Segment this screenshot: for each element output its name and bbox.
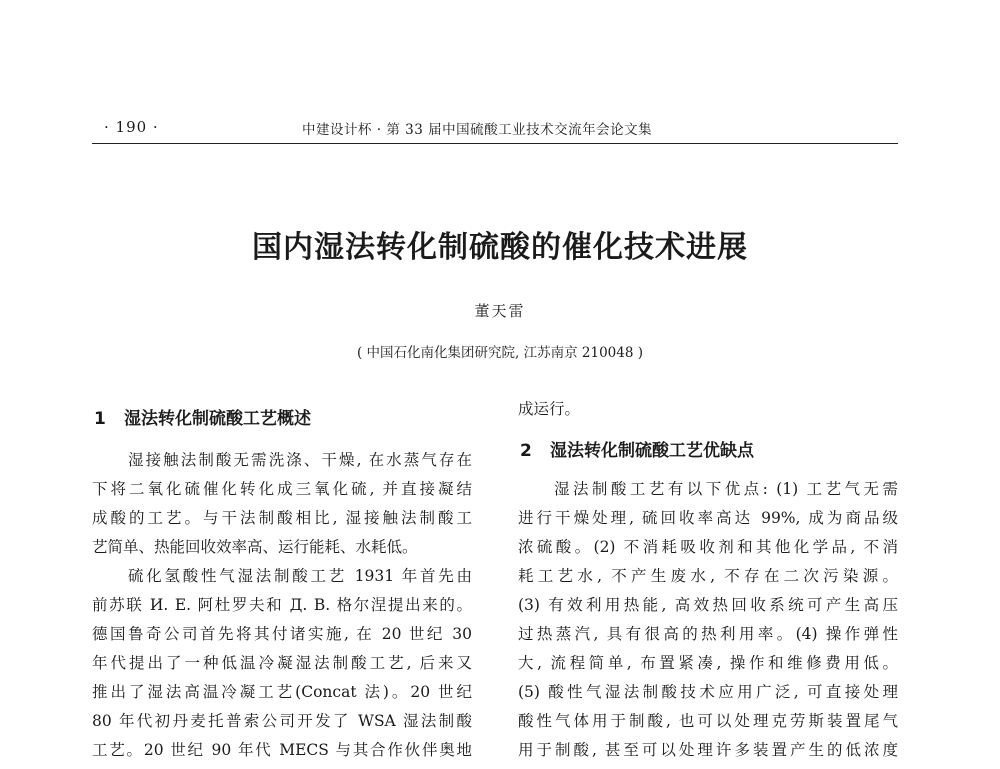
section-title: 湿法转化制硫酸工艺概述: [124, 409, 311, 429]
page-number: · 190 ·: [104, 118, 159, 136]
body-line: 德国鲁奇公司首先将其付诸实施, 在 20 世纪 30: [92, 625, 472, 643]
body-line: 工艺。20 世纪 90 年代 MECS 与其合作伙伴奥地: [92, 741, 472, 759]
body-line: 大, 流程简单, 布置紧凑, 操作和维修费用低。: [518, 654, 898, 672]
header-rule: [92, 143, 898, 144]
body-line: 用于制酸, 甚至可以处理许多装置产生的低浓度: [518, 741, 898, 759]
body-line: 酸性气体用于制酸, 也可以处理克劳斯装置尾气: [518, 712, 898, 730]
body-line: 艺简单、热能回收效率高、运行能耗、水耗低。: [92, 538, 418, 556]
body-line: 成酸的工艺。与干法制酸相比, 湿接触法制酸工: [92, 509, 472, 527]
body-line: 浓硫酸。(2) 不消耗吸收剂和其他化学品, 不消: [518, 538, 898, 556]
body-line: (3) 有效利用热能, 高效热回收系统可产生高压: [518, 596, 898, 614]
running-head-title: 中建设计杯 · 第 33 届中国硫酸工业技术交流年会论文集: [302, 122, 653, 138]
section-heading-1: [94, 404, 311, 429]
running-header: [92, 118, 898, 144]
body-line: 硫化氢酸性气湿法制酸工艺 1931 年首先由: [128, 567, 472, 585]
section-title: 湿法转化制硫酸工艺优缺点: [550, 441, 754, 461]
body-line: 湿法制酸工艺有以下优点: (1) 工艺气无需: [554, 480, 898, 498]
body-line: 成运行。: [518, 400, 581, 418]
section-number: 1: [94, 409, 106, 429]
body-line: (5) 酸性气湿法制酸技术应用广泛, 可直接处理: [518, 683, 898, 701]
author-name: 董天雷: [474, 302, 526, 320]
body-line: 推出了湿法高温冷凝工艺(Concat 法)。20 世纪: [92, 683, 472, 701]
author-affiliation: ( 中国石化南化集团研究院, 江苏南京 210048 ): [356, 345, 644, 361]
section-heading-2: [520, 436, 754, 461]
body-line: 过热蒸汽, 具有很高的热利用率。(4) 操作弹性: [518, 625, 898, 643]
body-line: 前苏联 И. Е. 阿杜罗夫和 Д. В. 格尔涅提出来的。: [92, 596, 472, 614]
body-line: 年代提出了一种低温冷凝湿法制酸工艺, 后来又: [92, 654, 472, 672]
body-line: 进行干燥处理, 硫回收率高达 99%, 成为商品级: [518, 509, 898, 527]
body-line: 湿接触法制酸无需洗涤、干燥, 在水蒸气存在: [128, 451, 472, 469]
body-line: 下将二氧化硫催化转化成三氧化硫, 并直接凝结: [92, 480, 472, 498]
article-title: 国内湿法转化制硫酸的催化技术进展: [252, 230, 748, 265]
body-line: 耗工艺水, 不产生废水, 不存在二次污染源。: [518, 567, 898, 585]
body-line: 80 年代初丹麦托普索公司开发了 WSA 湿法制酸: [92, 712, 472, 730]
section-number: 2: [520, 441, 532, 461]
